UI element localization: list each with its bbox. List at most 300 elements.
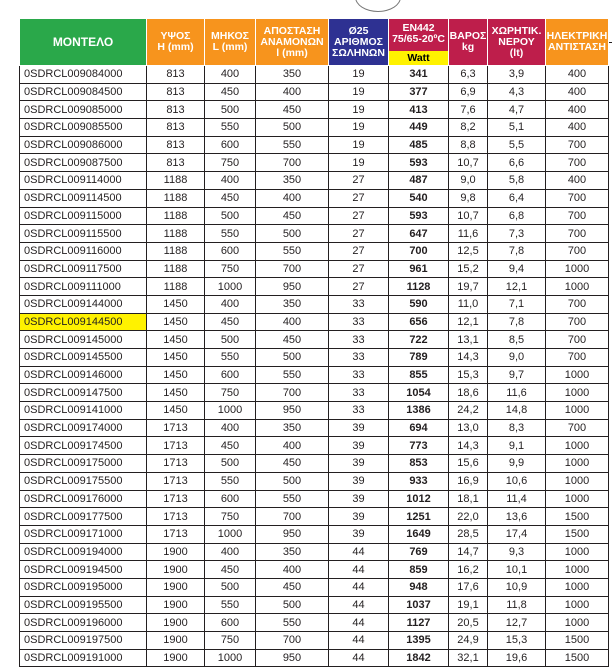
header-resistance: ΗΛΕΚΤΡΙΚΗ ΑΝΤΙΣΤΑΣΗ — [546, 19, 609, 66]
water-cell: 5,5 — [488, 136, 546, 154]
water-cell: 14,8 — [488, 402, 546, 420]
length-cell: 550 — [205, 472, 256, 490]
resistance-cell: 1000 — [546, 384, 609, 402]
water-cell: 10,1 — [488, 561, 546, 579]
resistance-cell: 1500 — [546, 525, 609, 543]
weight-cell: 16,9 — [449, 472, 488, 490]
tubes-cell: 27 — [329, 207, 389, 225]
resistance-cell: 700 — [546, 295, 609, 313]
distance-cell: 700 — [256, 154, 329, 172]
table-row — [20, 313, 609, 331]
resistance-cell: 700 — [546, 225, 609, 243]
height-cell: 1900 — [147, 614, 205, 632]
table-row — [20, 472, 609, 490]
water-cell: 8,3 — [488, 419, 546, 437]
weight-cell: 22,0 — [449, 508, 488, 526]
watt-cell: 1649 — [389, 525, 449, 543]
distance-cell: 400 — [256, 189, 329, 207]
table-row — [20, 402, 609, 420]
water-cell: 12,7 — [488, 614, 546, 632]
distance-cell: 500 — [256, 472, 329, 490]
length-cell: 450 — [205, 83, 256, 101]
header-watt: Watt — [389, 51, 448, 65]
height-cell: 1450 — [147, 366, 205, 384]
resistance-cell: 1500 — [546, 649, 609, 667]
water-cell: 13,6 — [488, 508, 546, 526]
length-cell: 600 — [205, 242, 256, 260]
header-height: ΥΨΟΣ H (mm) — [147, 19, 205, 66]
height-cell: 1900 — [147, 632, 205, 650]
height-cell: 1188 — [147, 260, 205, 278]
tubes-cell: 39 — [329, 472, 389, 490]
table-row — [20, 508, 609, 526]
weight-cell: 24,2 — [449, 402, 488, 420]
distance-cell: 350 — [256, 419, 329, 437]
table-row — [20, 578, 609, 596]
length-cell: 450 — [205, 561, 256, 579]
tubes-cell: 39 — [329, 490, 389, 508]
tubes-cell: 19 — [329, 101, 389, 119]
tubes-cell: 33 — [329, 366, 389, 384]
length-cell: 400 — [205, 172, 256, 190]
resistance-cell: 400 — [546, 119, 609, 137]
water-cell: 7,8 — [488, 313, 546, 331]
watt-cell: 647 — [389, 225, 449, 243]
length-cell: 550 — [205, 225, 256, 243]
length-cell: 450 — [205, 437, 256, 455]
water-cell: 7,3 — [488, 225, 546, 243]
height-cell: 1450 — [147, 349, 205, 367]
distance-cell: 500 — [256, 119, 329, 137]
water-cell: 6,4 — [488, 189, 546, 207]
length-cell: 1000 — [205, 525, 256, 543]
water-cell: 19,6 — [488, 649, 546, 667]
resistance-cell: 700 — [546, 349, 609, 367]
watt-cell: 487 — [389, 172, 449, 190]
tubes-cell: 33 — [329, 331, 389, 349]
weight-cell: 17,6 — [449, 578, 488, 596]
watt-cell: 413 — [389, 101, 449, 119]
watt-cell: 722 — [389, 331, 449, 349]
weight-cell: 11,0 — [449, 295, 488, 313]
distance-cell: 950 — [256, 278, 329, 296]
distance-cell: 700 — [256, 508, 329, 526]
distance-cell: 550 — [256, 136, 329, 154]
watt-cell: 789 — [389, 349, 449, 367]
distance-cell: 700 — [256, 260, 329, 278]
distance-cell: 950 — [256, 649, 329, 667]
distance-cell: 450 — [256, 207, 329, 225]
model-cell: 0SDRCL009141000 — [20, 402, 147, 420]
table-row — [20, 101, 609, 119]
distance-cell: 550 — [256, 366, 329, 384]
radiator-spec-table — [19, 18, 609, 667]
length-cell: 400 — [205, 543, 256, 561]
resistance-cell: 1000 — [546, 561, 609, 579]
distance-cell: 500 — [256, 225, 329, 243]
length-cell: 400 — [205, 419, 256, 437]
resistance-cell: 1000 — [546, 455, 609, 473]
model-cell: 0SDRCL009084000 — [20, 66, 147, 84]
water-cell: 17,4 — [488, 525, 546, 543]
table-row — [20, 295, 609, 313]
weight-cell: 32,1 — [449, 649, 488, 667]
tubes-cell: 44 — [329, 561, 389, 579]
length-cell: 1000 — [205, 278, 256, 296]
weight-cell: 14,3 — [449, 349, 488, 367]
length-cell: 550 — [205, 119, 256, 137]
tubes-cell: 27 — [329, 172, 389, 190]
table-row — [20, 331, 609, 349]
model-cell: 0SDRCL009115500 — [20, 225, 147, 243]
water-cell: 3,9 — [488, 66, 546, 84]
height-cell: 1713 — [147, 508, 205, 526]
watt-cell: 656 — [389, 313, 449, 331]
tubes-cell: 33 — [329, 402, 389, 420]
height-cell: 1188 — [147, 278, 205, 296]
length-cell: 550 — [205, 596, 256, 614]
water-cell: 9,4 — [488, 260, 546, 278]
resistance-cell: 400 — [546, 101, 609, 119]
table-body — [20, 66, 609, 667]
weight-cell: 19,1 — [449, 596, 488, 614]
model-cell: 0SDRCL009191000 — [20, 649, 147, 667]
distance-cell: 400 — [256, 83, 329, 101]
distance-cell: 450 — [256, 101, 329, 119]
distance-cell: 950 — [256, 402, 329, 420]
model-cell: 0SDRCL009147500 — [20, 384, 147, 402]
height-cell: 1900 — [147, 649, 205, 667]
header-distance: ΑΠΟΣΤΑΣΗ ΑΝΑΜΟΝΩΝ l (mm) — [256, 19, 329, 66]
tubes-cell: 27 — [329, 242, 389, 260]
tubes-cell: 19 — [329, 136, 389, 154]
weight-cell: 12,5 — [449, 242, 488, 260]
distance-cell: 500 — [256, 349, 329, 367]
table-row — [20, 543, 609, 561]
length-cell: 550 — [205, 349, 256, 367]
weight-cell: 15,3 — [449, 366, 488, 384]
height-cell: 1450 — [147, 331, 205, 349]
model-cell: 0SDRCL009196000 — [20, 614, 147, 632]
weight-cell: 13,1 — [449, 331, 488, 349]
weight-cell: 6,9 — [449, 83, 488, 101]
length-cell: 750 — [205, 260, 256, 278]
length-cell: 750 — [205, 384, 256, 402]
resistance-cell: 700 — [546, 419, 609, 437]
height-cell: 813 — [147, 154, 205, 172]
header-length: ΜΗΚΟΣ L (mm) — [205, 19, 256, 66]
resistance-cell: 1000 — [546, 260, 609, 278]
tubes-cell: 44 — [329, 578, 389, 596]
watt-cell: 694 — [389, 419, 449, 437]
height-cell: 1713 — [147, 419, 205, 437]
height-cell: 1188 — [147, 242, 205, 260]
resistance-cell: 700 — [546, 154, 609, 172]
watt-cell: 540 — [389, 189, 449, 207]
resistance-cell: 400 — [546, 83, 609, 101]
water-cell: 4,7 — [488, 101, 546, 119]
height-cell: 1450 — [147, 384, 205, 402]
height-cell: 813 — [147, 83, 205, 101]
tubes-cell: 39 — [329, 455, 389, 473]
model-cell: 0SDRCL009197500 — [20, 632, 147, 650]
water-cell: 6,6 — [488, 154, 546, 172]
watt-cell: 855 — [389, 366, 449, 384]
resistance-cell: 400 — [546, 66, 609, 84]
weight-cell: 16,2 — [449, 561, 488, 579]
resistance-cell: 700 — [546, 189, 609, 207]
table-row — [20, 349, 609, 367]
tubes-cell: 33 — [329, 349, 389, 367]
water-cell: 6,8 — [488, 207, 546, 225]
water-cell: 5,8 — [488, 172, 546, 190]
resistance-cell: 1000 — [546, 490, 609, 508]
model-cell: 0SDRCL009085000 — [20, 101, 147, 119]
weight-cell: 13,0 — [449, 419, 488, 437]
model-cell: 0SDRCL009086000 — [20, 136, 147, 154]
distance-cell: 400 — [256, 561, 329, 579]
tubes-cell: 19 — [329, 154, 389, 172]
watt-cell: 1054 — [389, 384, 449, 402]
model-cell: 0SDRCL009171000 — [20, 525, 147, 543]
model-cell: 0SDRCL009085500 — [20, 119, 147, 137]
length-cell: 750 — [205, 632, 256, 650]
table-row — [20, 242, 609, 260]
resistance-cell: 1000 — [546, 278, 609, 296]
height-cell: 1188 — [147, 225, 205, 243]
water-cell: 9,1 — [488, 437, 546, 455]
model-cell: 0SDRCL009174500 — [20, 437, 147, 455]
height-cell: 1450 — [147, 295, 205, 313]
tubes-cell: 19 — [329, 66, 389, 84]
water-cell: 12,1 — [488, 278, 546, 296]
table-row — [20, 455, 609, 473]
tubes-cell: 19 — [329, 83, 389, 101]
height-cell: 1900 — [147, 561, 205, 579]
model-cell: 0SDRCL009194000 — [20, 543, 147, 561]
length-cell: 400 — [205, 66, 256, 84]
tubes-cell: 44 — [329, 614, 389, 632]
length-cell: 600 — [205, 614, 256, 632]
resistance-cell: 1000 — [546, 472, 609, 490]
height-cell: 1713 — [147, 472, 205, 490]
table-row — [20, 260, 609, 278]
model-cell: 0SDRCL009117500 — [20, 260, 147, 278]
table-row — [20, 525, 609, 543]
model-cell: 0SDRCL009175500 — [20, 472, 147, 490]
water-cell: 9,3 — [488, 543, 546, 561]
watt-cell: 485 — [389, 136, 449, 154]
tubes-cell: 27 — [329, 278, 389, 296]
distance-cell: 400 — [256, 313, 329, 331]
model-cell: 0SDRCL009176000 — [20, 490, 147, 508]
table-row — [20, 596, 609, 614]
table-row — [20, 225, 609, 243]
height-cell: 1713 — [147, 490, 205, 508]
height-cell: 1188 — [147, 207, 205, 225]
length-cell: 500 — [205, 207, 256, 225]
length-cell: 450 — [205, 313, 256, 331]
header-tubes: Ø25 ΑΡΙΘΜΟΣ ΣΩΛΗΝΩΝ — [329, 19, 389, 66]
water-cell: 8,5 — [488, 331, 546, 349]
resistance-cell: 700 — [546, 331, 609, 349]
weight-cell: 14,3 — [449, 437, 488, 455]
length-cell: 600 — [205, 366, 256, 384]
model-cell: 0SDRCL009145000 — [20, 331, 147, 349]
tubes-cell: 27 — [329, 189, 389, 207]
watt-cell: 769 — [389, 543, 449, 561]
distance-cell: 350 — [256, 295, 329, 313]
weight-cell: 8,2 — [449, 119, 488, 137]
weight-cell: 20,5 — [449, 614, 488, 632]
distance-cell: 450 — [256, 455, 329, 473]
tubes-cell: 44 — [329, 543, 389, 561]
header-model: ΜΟΝΤΕΛΟ — [20, 19, 147, 66]
water-cell: 9,0 — [488, 349, 546, 367]
height-cell: 813 — [147, 66, 205, 84]
weight-cell: 7,6 — [449, 101, 488, 119]
model-cell: 0SDRCL009146000 — [20, 366, 147, 384]
tubes-cell: 39 — [329, 437, 389, 455]
height-cell: 1188 — [147, 172, 205, 190]
resistance-cell: 700 — [546, 313, 609, 331]
model-cell: 0SDRCL009174000 — [20, 419, 147, 437]
brand-seal-icon — [355, 0, 401, 12]
weight-cell: 6,3 — [449, 66, 488, 84]
model-cell: 0SDRCL009175000 — [20, 455, 147, 473]
water-cell: 10,9 — [488, 578, 546, 596]
watt-cell: 1128 — [389, 278, 449, 296]
height-cell: 1900 — [147, 543, 205, 561]
height-cell: 1713 — [147, 525, 205, 543]
table-row — [20, 189, 609, 207]
length-cell: 600 — [205, 490, 256, 508]
resistance-cell: 1000 — [546, 596, 609, 614]
weight-cell: 9,0 — [449, 172, 488, 190]
watt-cell: 1395 — [389, 632, 449, 650]
weight-cell: 12,1 — [449, 313, 488, 331]
resistance-cell: 1000 — [546, 366, 609, 384]
watt-cell: 948 — [389, 578, 449, 596]
table-row — [20, 632, 609, 650]
tubes-cell: 39 — [329, 525, 389, 543]
watt-cell: 1012 — [389, 490, 449, 508]
table-row — [20, 66, 609, 84]
resistance-cell: 1500 — [546, 632, 609, 650]
water-cell: 4,3 — [488, 83, 546, 101]
watt-cell: 593 — [389, 207, 449, 225]
watt-cell: 377 — [389, 83, 449, 101]
header-weight: ΒΑΡΟΣ kg — [449, 19, 488, 66]
tubes-cell: 33 — [329, 384, 389, 402]
table-row — [20, 490, 609, 508]
watt-cell: 1037 — [389, 596, 449, 614]
model-cell: 0SDRCL009195500 — [20, 596, 147, 614]
table-row — [20, 83, 609, 101]
model-cell: 0SDRCL009144000 — [20, 295, 147, 313]
model-cell: 0SDRCL009194500 — [20, 561, 147, 579]
model-cell: 0SDRCL009145500 — [20, 349, 147, 367]
water-cell: 11,8 — [488, 596, 546, 614]
watt-cell: 859 — [389, 561, 449, 579]
watt-cell: 700 — [389, 242, 449, 260]
height-cell: 1713 — [147, 455, 205, 473]
weight-cell: 10,7 — [449, 154, 488, 172]
resistance-cell: 700 — [546, 242, 609, 260]
distance-cell: 700 — [256, 384, 329, 402]
height-cell: 1450 — [147, 313, 205, 331]
table-row — [20, 384, 609, 402]
weight-cell: 9,8 — [449, 189, 488, 207]
height-cell: 1900 — [147, 596, 205, 614]
model-cell: 0SDRCL009114500 — [20, 189, 147, 207]
water-cell: 10,6 — [488, 472, 546, 490]
water-cell: 9,9 — [488, 455, 546, 473]
watt-cell: 933 — [389, 472, 449, 490]
header-en442: EN442 75/65-20ºC Watt — [389, 19, 449, 66]
model-cell: 0SDRCL009115000 — [20, 207, 147, 225]
water-cell: 11,4 — [488, 490, 546, 508]
length-cell: 1000 — [205, 649, 256, 667]
length-cell: 500 — [205, 101, 256, 119]
height-cell: 1188 — [147, 189, 205, 207]
model-cell: 0SDRCL009114000 — [20, 172, 147, 190]
weight-cell: 11,6 — [449, 225, 488, 243]
distance-cell: 500 — [256, 596, 329, 614]
length-cell: 450 — [205, 189, 256, 207]
watt-cell: 961 — [389, 260, 449, 278]
water-cell: 7,8 — [488, 242, 546, 260]
distance-cell: 550 — [256, 490, 329, 508]
resistance-cell: 400 — [546, 172, 609, 190]
watt-cell: 449 — [389, 119, 449, 137]
weight-cell: 14,7 — [449, 543, 488, 561]
distance-cell: 450 — [256, 578, 329, 596]
distance-cell: 700 — [256, 632, 329, 650]
watt-cell: 1842 — [389, 649, 449, 667]
distance-cell: 550 — [256, 614, 329, 632]
resistance-cell: 1000 — [546, 402, 609, 420]
table-row — [20, 119, 609, 137]
tubes-cell: 44 — [329, 632, 389, 650]
watt-cell: 593 — [389, 154, 449, 172]
table-row — [20, 172, 609, 190]
weight-cell: 28,5 — [449, 525, 488, 543]
model-cell: 0SDRCL009116000 — [20, 242, 147, 260]
watt-cell: 773 — [389, 437, 449, 455]
watt-cell: 590 — [389, 295, 449, 313]
watt-cell: 1251 — [389, 508, 449, 526]
height-cell: 813 — [147, 119, 205, 137]
length-cell: 750 — [205, 508, 256, 526]
weight-cell: 8,8 — [449, 136, 488, 154]
height-cell: 1713 — [147, 437, 205, 455]
distance-cell: 450 — [256, 331, 329, 349]
watt-cell: 341 — [389, 66, 449, 84]
resistance-cell: 1000 — [546, 614, 609, 632]
table-header-row — [20, 19, 609, 66]
table-row — [20, 649, 609, 667]
water-cell: 11,6 — [488, 384, 546, 402]
weight-cell: 10,7 — [449, 207, 488, 225]
tubes-cell: 19 — [329, 119, 389, 137]
distance-cell: 350 — [256, 172, 329, 190]
tubes-cell: 33 — [329, 295, 389, 313]
distance-cell: 400 — [256, 437, 329, 455]
weight-cell: 15,2 — [449, 260, 488, 278]
resistance-cell: 1500 — [546, 508, 609, 526]
water-cell: 9,7 — [488, 366, 546, 384]
